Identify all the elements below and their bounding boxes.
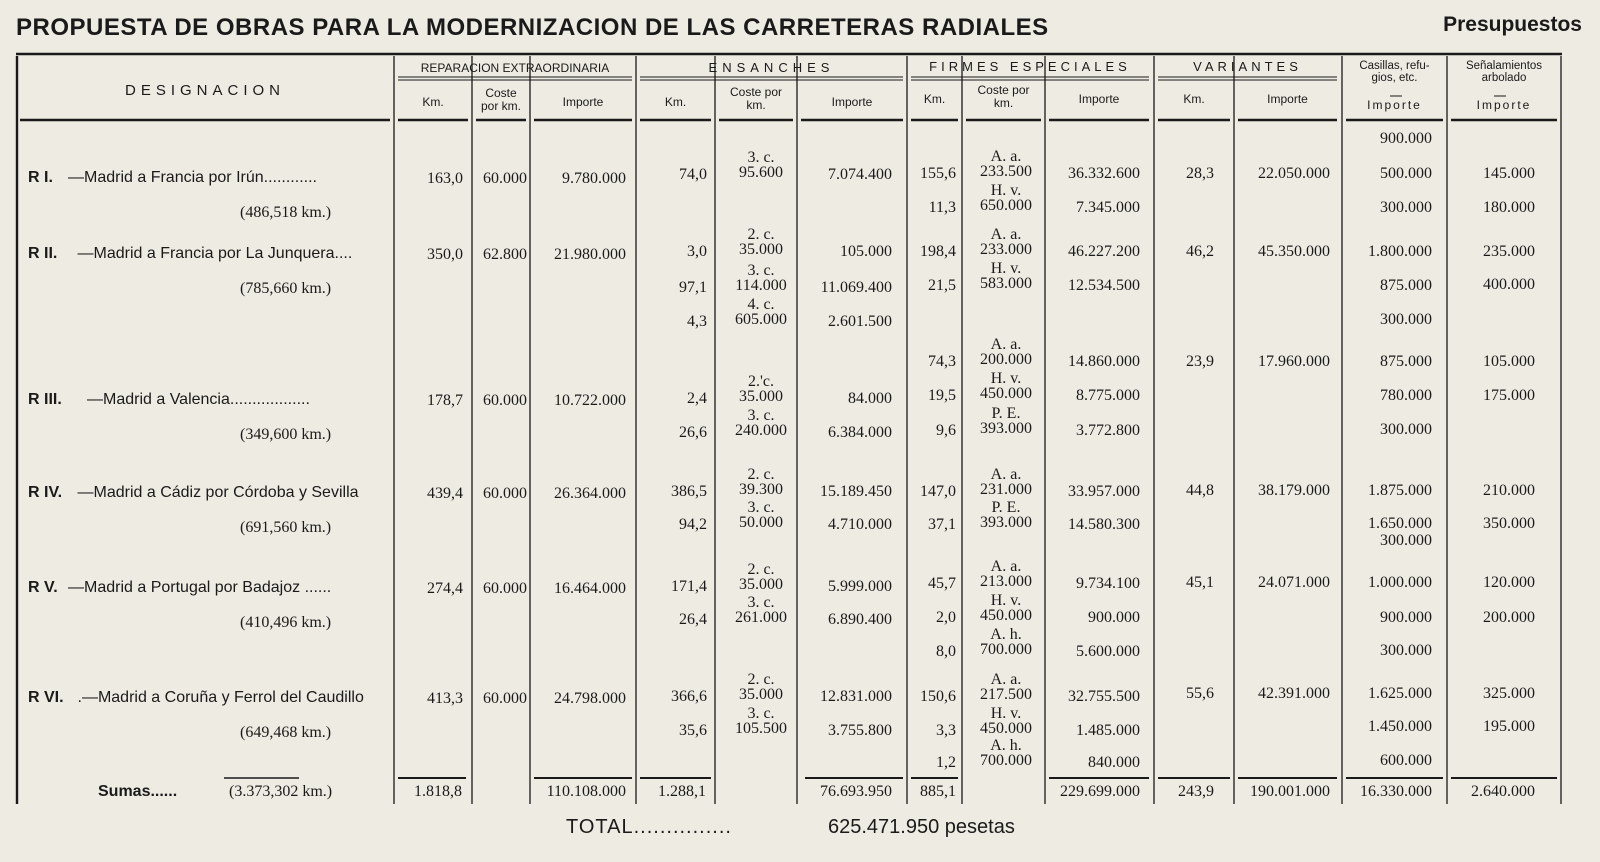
ens-coste: 3. c. 114.000 <box>735 262 787 294</box>
var-importe: 17.960.000 <box>1258 353 1330 370</box>
senal-value: 195.000 <box>1483 718 1535 735</box>
ens-km: 386,5 <box>671 483 707 500</box>
ens-coste: 2. c. 35.000 <box>739 561 783 593</box>
rep-importe: 21.980.000 <box>554 246 626 263</box>
ens-importe: 12.831.000 <box>820 688 892 705</box>
firm-coste: P. E. 393.000 <box>980 405 1032 437</box>
firm-coste: A. a. 217.500 <box>980 671 1032 703</box>
senal-value: 325.000 <box>1483 685 1535 702</box>
row-length: (410,496 km.) <box>240 614 332 631</box>
firm-importe: 3.772.800 <box>1076 422 1140 439</box>
header-var-km: Km. <box>1183 92 1205 106</box>
sums-var-importe: 190.001.000 <box>1250 783 1330 800</box>
ens-km: 366,6 <box>671 688 707 705</box>
row-length: (649,468 km.) <box>240 724 332 741</box>
firm-importe: 14.860.000 <box>1068 353 1140 370</box>
rep-coste: 60.000 <box>483 170 527 187</box>
rep-km: 163,0 <box>427 170 463 187</box>
var-km: 46,2 <box>1186 243 1214 260</box>
firm-km: 11,3 <box>928 199 956 216</box>
ens-km: 26,4 <box>679 611 707 628</box>
ens-km: 26,6 <box>679 424 707 441</box>
rep-km: 178,7 <box>427 392 463 409</box>
casillas-value: 1.650.000 <box>1368 515 1432 532</box>
rep-km: 350,0 <box>427 246 463 263</box>
total-label: TOTAL............... <box>566 816 732 838</box>
rep-importe: 16.464.000 <box>554 580 626 597</box>
ens-coste: 3. c. 240.000 <box>735 407 787 439</box>
row-name: —Madrid a Francia por La Junquera.... <box>77 245 353 262</box>
header-ensanches: ENSANCHES <box>708 60 835 75</box>
var-km: 23,9 <box>1186 353 1214 370</box>
firm-coste: H. v. 450.000 <box>980 592 1032 624</box>
header-casillas-importe: Importe <box>1367 98 1422 112</box>
firm-km: 37,1 <box>928 516 956 533</box>
firm-km: 1,2 <box>936 754 956 771</box>
firm-coste: A. a. 233.500 <box>980 148 1032 180</box>
firm-coste: A. a. 200.000 <box>980 336 1032 368</box>
ens-coste: 2.'c. 35.000 <box>739 373 783 405</box>
firm-km: 21,5 <box>928 277 956 294</box>
firm-km: 45,7 <box>928 575 956 592</box>
row-code: R IV. <box>28 484 63 501</box>
var-km: 45,1 <box>1186 574 1214 591</box>
page-title: PROPUESTA DE OBRAS PARA LA MODERNIZACION DE LAS CARRETERAS RADIALES <box>16 14 1049 41</box>
firm-importe: 32.755.500 <box>1068 688 1140 705</box>
ens-coste: 3. c. 50.000 <box>739 499 783 531</box>
firm-importe: 33.957.000 <box>1068 483 1140 500</box>
ens-km: 35,6 <box>679 722 707 739</box>
senal-value: 200.000 <box>1483 609 1535 626</box>
casillas-value: 1.450.000 <box>1368 718 1432 735</box>
firm-km: 150,6 <box>920 688 956 705</box>
firm-km: 8,0 <box>936 643 956 660</box>
ens-importe: 15.189.450 <box>820 483 892 500</box>
ens-coste: 3. c. 95.600 <box>739 149 783 181</box>
casillas-value: 1.875.000 <box>1368 482 1432 499</box>
ens-coste: 2. c. 39.300 <box>739 466 783 498</box>
row-name: —Madrid a Cádiz por Córdoba y Sevilla <box>77 484 359 501</box>
firm-importe: 7.345.000 <box>1076 199 1140 216</box>
senal-value: 210.000 <box>1483 482 1535 499</box>
ens-importe: 5.999.000 <box>828 578 892 595</box>
row-length: (691,560 km.) <box>240 519 332 536</box>
senal-value: 175.000 <box>1483 387 1535 404</box>
firm-importe: 8.775.000 <box>1076 387 1140 404</box>
firm-km: 147,0 <box>920 483 956 500</box>
rep-km: 274,4 <box>427 580 463 597</box>
rep-km: 439,4 <box>427 485 463 502</box>
row-name: —Madrid a Francia por Irún............ <box>68 169 317 186</box>
firm-km: 74,3 <box>928 353 956 370</box>
firm-km: 19,5 <box>928 387 956 404</box>
header-reparacion: REPARACION EXTRAORDINARIA <box>420 61 610 75</box>
header-ens-coste: Coste por km. <box>729 85 783 112</box>
ens-importe: 4.710.000 <box>828 516 892 533</box>
firm-importe: 5.600.000 <box>1076 643 1140 660</box>
ens-km: 4,3 <box>687 313 707 330</box>
rep-coste: 60.000 <box>483 580 527 597</box>
rep-importe: 10.722.000 <box>554 392 626 409</box>
rep-coste: 60.000 <box>483 690 527 707</box>
var-km: 55,6 <box>1186 685 1214 702</box>
header-ens-km: Km. <box>664 95 687 109</box>
casillas-value: 875.000 <box>1380 277 1432 294</box>
ens-importe: 7.074.400 <box>828 166 892 183</box>
header-senalamientos: Señalamientos arbolado <box>1465 60 1543 84</box>
total-value: 625.471.950 pesetas <box>828 816 1015 838</box>
firm-km: 155,6 <box>920 165 956 182</box>
ens-importe: 6.384.000 <box>828 424 892 441</box>
var-km: 28,3 <box>1186 165 1214 182</box>
rep-importe: 24.798.000 <box>554 690 626 707</box>
firm-coste: P. E. 393.000 <box>980 499 1032 531</box>
casillas-value: 780.000 <box>1380 387 1432 404</box>
ens-km: 97,1 <box>679 279 707 296</box>
row-length: (486,518 km.) <box>240 204 332 221</box>
casillas-value: 1.800.000 <box>1368 243 1432 260</box>
row-code: R VI. <box>28 689 64 706</box>
firm-coste: H. v. 450.000 <box>980 705 1032 737</box>
var-importe: 45.350.000 <box>1258 243 1330 260</box>
sums-rep-km: 1.818,8 <box>414 783 462 800</box>
header-ens-importe: Importe <box>831 95 873 109</box>
firm-coste: A. a. 213.000 <box>980 558 1032 590</box>
firm-km: 3,3 <box>936 722 956 739</box>
rep-coste: 60.000 <box>483 485 527 502</box>
row-length: (349,600 km.) <box>240 426 332 443</box>
header-var-importe: Importe <box>1267 92 1308 106</box>
firm-importe: 1.485.000 <box>1076 722 1140 739</box>
ens-coste: 2. c. 35.000 <box>739 671 783 703</box>
ens-coste: 3. c. 105.500 <box>735 705 787 737</box>
header-firm-coste: Coste por km. <box>977 83 1030 110</box>
sums-rep-importe: 110.108.000 <box>546 783 626 800</box>
sums-casillas: 16.330.000 <box>1360 783 1432 800</box>
row-code: R II. <box>28 245 58 262</box>
header-designacion: DESIGNACION <box>124 82 285 99</box>
senal-value: 350.000 <box>1483 515 1535 532</box>
header-variantes: VARIANTES <box>1193 59 1302 74</box>
firm-importe: 12.534.500 <box>1068 277 1140 294</box>
sums-length: (3.373,302 km.) <box>229 783 333 800</box>
ens-coste: 3. c. 261.000 <box>735 594 787 626</box>
casillas-value: 1.000.000 <box>1368 574 1432 591</box>
ens-importe: 84.000 <box>848 390 892 407</box>
ens-importe: 2.601.500 <box>828 313 892 330</box>
casillas-value: 300.000 <box>1380 199 1432 216</box>
ens-km: 74,0 <box>679 166 707 183</box>
var-importe: 22.050.000 <box>1258 165 1330 182</box>
casillas-value: 1.625.000 <box>1368 685 1432 702</box>
var-importe: 38.179.000 <box>1258 482 1330 499</box>
firm-importe: 900.000 <box>1088 609 1140 626</box>
row-code: R III. <box>28 391 62 408</box>
senal-value: 120.000 <box>1483 574 1535 591</box>
ens-km: 94,2 <box>679 516 707 533</box>
rep-coste: 62.800 <box>483 246 527 263</box>
var-km: 44,8 <box>1186 482 1214 499</box>
header-rep-coste: Coste por km. <box>480 86 521 113</box>
header-firmes: FIRMES ESPECIALES <box>929 59 1131 74</box>
firm-importe: 46.227.200 <box>1068 243 1140 260</box>
ens-importe: 105.000 <box>840 243 892 260</box>
row-length: (785,660 km.) <box>240 280 332 297</box>
rep-importe: 26.364.000 <box>554 485 626 502</box>
firm-coste: A. h. 700.000 <box>980 737 1032 769</box>
sums-firm-importe: 229.699.000 <box>1060 783 1140 800</box>
casillas-value: 600.000 <box>1380 752 1432 769</box>
firm-importe: 9.734.100 <box>1076 575 1140 592</box>
header-rep-importe: Importe <box>562 95 604 109</box>
sums-senal: 2.640.000 <box>1471 783 1535 800</box>
sums-firm-km: 885,1 <box>920 783 956 800</box>
firm-coste: H. v. 583.000 <box>980 260 1032 292</box>
firm-coste: H. v. 450.000 <box>980 370 1032 402</box>
ens-km: 3,0 <box>687 243 707 260</box>
header-firm-importe: Importe <box>1078 92 1120 106</box>
casillas-value: 300.000 <box>1380 421 1432 438</box>
senal-value: 235.000 <box>1483 243 1535 260</box>
casillas-value: 300.000 <box>1380 642 1432 659</box>
senal-value: 400.000 <box>1483 276 1535 293</box>
casillas-value: 900.000 <box>1380 130 1432 147</box>
row-name: .—Madrid a Coruña y Ferrol del Caudillo <box>77 689 364 706</box>
ens-km: 2,4 <box>687 390 707 407</box>
grand-total <box>566 816 1015 839</box>
row-name: —Madrid a Valencia.................. <box>87 391 310 408</box>
firm-importe: 36.332.600 <box>1068 165 1140 182</box>
sums-ens-importe: 76.693.950 <box>820 783 892 800</box>
firm-km: 9,6 <box>936 422 956 439</box>
firm-coste: A. a. 231.000 <box>980 466 1032 498</box>
casillas-value: 300.000 <box>1380 532 1432 549</box>
var-importe: 42.391.000 <box>1258 685 1330 702</box>
ens-coste: 2. c. 35.000 <box>739 226 783 258</box>
var-importe: 24.071.000 <box>1258 574 1330 591</box>
firm-coste: A. h. 700.000 <box>980 626 1032 658</box>
ens-importe: 6.890.400 <box>828 611 892 628</box>
ens-km: 171,4 <box>671 578 707 595</box>
firm-km: 198,4 <box>920 243 956 260</box>
sums-ens-km: 1.288,1 <box>658 783 706 800</box>
senal-value: 105.000 <box>1483 353 1535 370</box>
rep-km: 413,3 <box>427 690 463 707</box>
senal-value: 145.000 <box>1483 165 1535 182</box>
firm-importe: 14.580.300 <box>1068 516 1140 533</box>
ens-importe: 11.069.400 <box>820 279 892 296</box>
firm-coste: A. a. 233.000 <box>980 226 1032 258</box>
sums-var-km: 243,9 <box>1178 783 1214 800</box>
sums-label: Sumas...... <box>98 783 178 800</box>
header-rep-km: Km. <box>422 95 444 109</box>
ens-coste: 4. c. 605.000 <box>735 296 787 328</box>
row-code: R I. <box>28 169 53 186</box>
casillas-value: 875.000 <box>1380 353 1432 370</box>
header-casillas: Casillas, refu- gios, etc. <box>1359 60 1430 84</box>
casillas-value: 500.000 <box>1380 165 1432 182</box>
rep-coste: 60.000 <box>483 392 527 409</box>
row-code: R V. <box>28 579 58 596</box>
rep-importe: 9.780.000 <box>562 170 626 187</box>
ens-importe: 3.755.800 <box>828 722 892 739</box>
casillas-value: 300.000 <box>1380 311 1432 328</box>
page-subtitle: Presupuestos <box>1443 13 1582 36</box>
firm-coste: H. v. 650.000 <box>980 182 1032 214</box>
firm-importe: 840.000 <box>1088 754 1140 771</box>
senal-value: 180.000 <box>1483 199 1535 216</box>
header-senal-importe: Importe <box>1476 98 1532 112</box>
firm-km: 2,0 <box>936 609 956 626</box>
casillas-value: 900.000 <box>1380 609 1432 626</box>
header-firm-km: Km. <box>923 92 946 106</box>
row-name: —Madrid a Portugal por Badajoz ...... <box>68 579 332 596</box>
